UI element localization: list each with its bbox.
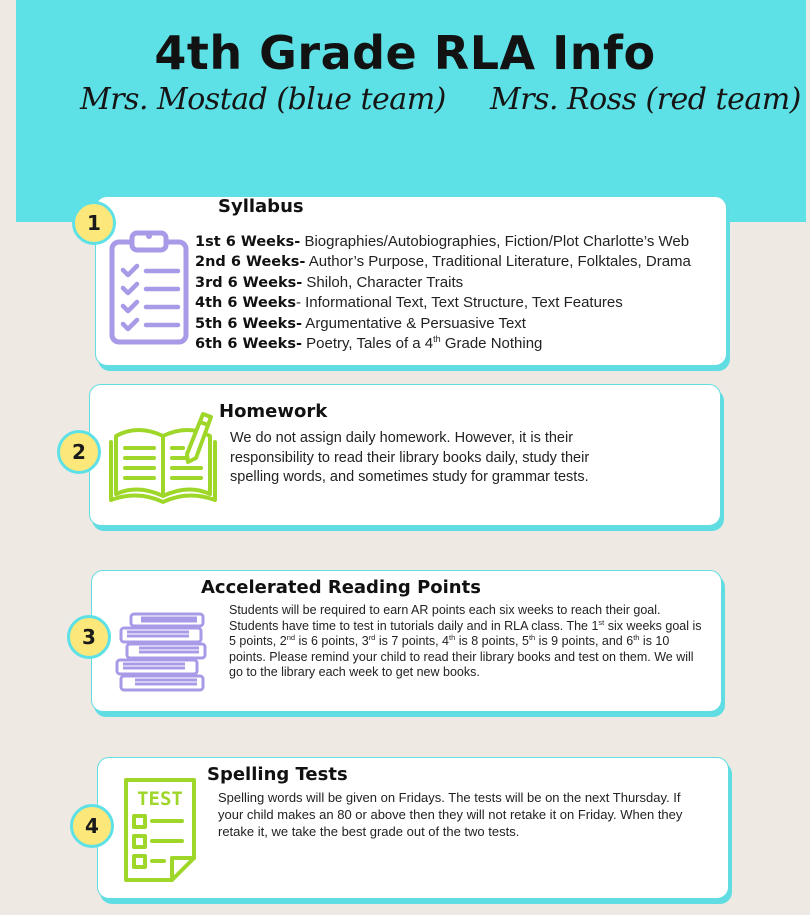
- ar-heading: Accelerated Reading Points: [201, 577, 481, 598]
- list-item: 5th 6 Weeks- Argumentative & Persuasive Text: [195, 314, 526, 332]
- spelling-heading: Spelling Tests: [207, 764, 348, 785]
- syllabus-list: [195, 232, 691, 354]
- open-book-pencil-icon: [108, 406, 218, 506]
- homework-text: [230, 429, 589, 488]
- book-stack-icon: [115, 612, 213, 694]
- test-paper-icon: [122, 776, 198, 884]
- ar-text: Students will be required to earn AR points each six weeks to reach their goal. Students have time to test in tutorials daily and in RLA class. The 1st six weeks goal is 5 points, 2nd is 6 points, 3rd is 7 points, 4th is 8 points, 5th is 9 points, and 6th is 10 points. Please remind your child to read their library books and test on them. We will go to the library each week to get new books.: [229, 603, 702, 680]
- list-item: 6th 6 Weeks- Poetry, Tales of a 4th Grade Nothing: [195, 334, 543, 353]
- clipboard-checklist-icon: [108, 228, 192, 346]
- text-line: spelling words, and sometimes study for grammar tests.: [230, 469, 589, 485]
- syllabus-heading: Syllabus: [218, 196, 304, 217]
- teacher-blue-team: Mrs. Mostad (blue team): [80, 82, 446, 117]
- page-title: 4th Grade RLA Info: [154, 26, 656, 80]
- text-line: responsibility to read their library books daily, study their: [230, 449, 590, 466]
- teacher-red-team: Mrs. Ross (red team): [490, 82, 801, 117]
- list-item: 1st 6 Weeks- Biographies/Autobiographies, Fiction/Plot Charlotte’s Web: [195, 233, 690, 250]
- section-number-badge: 1: [72, 201, 116, 245]
- section-number-badge: 4: [70, 804, 114, 848]
- homework-heading: Homework: [219, 401, 328, 422]
- list-item: 4th 6 Weeks- Informational Text, Text Structure, Text Features: [195, 294, 623, 312]
- list-item: 2nd 6 Weeks- Author’s Purpose, Traditional Literature, Folktales, Drama: [195, 253, 691, 271]
- test-label: TEST: [137, 788, 183, 810]
- list-item: 3rd 6 Weeks- Shiloh, Character Traits: [195, 273, 464, 291]
- spelling-text: Spelling words will be given on Fridays. The tests will be on the next Thursday. If your child makes an 80 or above then they will not retake it on Friday. When they retake it, we take the best grade out of the two tests.: [218, 790, 683, 839]
- section-number-badge: 2: [57, 430, 101, 474]
- section-number-badge: 3: [67, 615, 111, 659]
- text-line: We do not assign daily homework. However, it is their: [230, 430, 574, 446]
